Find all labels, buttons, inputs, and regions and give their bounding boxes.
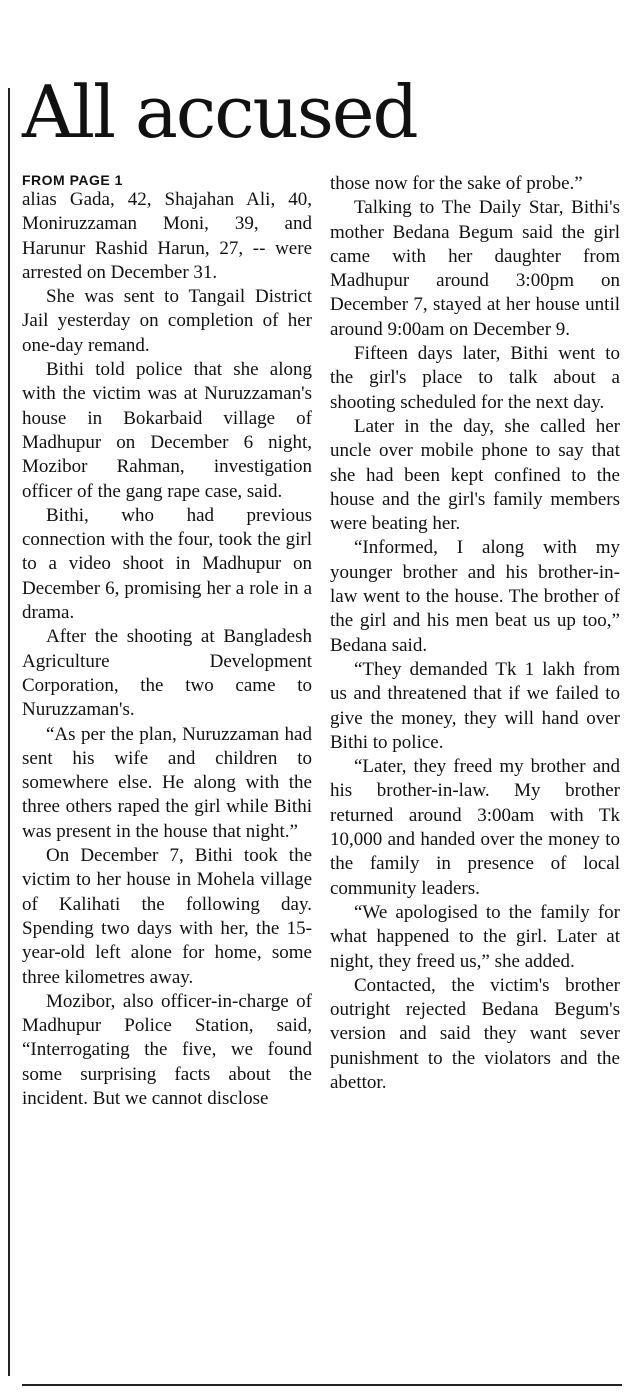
paragraph: “Later, they freed my brother and his brother-in-law. My brother returned around 3:00am with Tk 10,000 and handed over the money to the family in presence of local community leaders.: [330, 756, 620, 899]
paragraph: “Informed, I along with my younger brother and his brother-in-law went to the house. The brother of the girl and his men beat us up too,” Bedana said.: [330, 537, 620, 656]
paragraph: Later in the day, she called her uncle over mobile phone to say that she had been kept confined to the house and the girl's family members were beating her.: [330, 415, 620, 535]
headline: All accused: [22, 70, 417, 154]
paragraph: Contacted, the victim's brother outright rejected Bedana Begum's version and said they want sever punishment to the violators and the abettor.: [330, 974, 620, 1093]
paragraph: alias Gada, 42, Shajahan Ali, 40, Moniruzzaman Moni, 39, and Harunur Rashid Harun, 27, -- were arrested on December 31.: [22, 189, 312, 283]
left-column-rule: [8, 88, 10, 1376]
paragraph: “They demanded Tk 1 lakh from us and threatened that if we failed to give the money, they will hand over Bithi to police.: [330, 658, 620, 753]
paragraph: Fifteen days later, Bithi went to the girl's place to talk about a shooting scheduled for the next day.: [330, 343, 620, 413]
paragraph: Talking to The Daily Star, Bithi's mother Bedana Begum said the girl came with her daughter from Madhupur around 3:00pm on December 7, stayed at her house until around 9:00am on December 9.: [330, 197, 620, 340]
paragraph: Bithi, who had previous connection with the four, took the girl to a video shoot in Madhupur on December 6, promising her a role in a drama.: [22, 504, 312, 624]
paragraph: “We apologised to the family for what happened to the girl. Later at night, they freed us,” she added.: [330, 901, 620, 972]
paragraph: those now for the sake of probe.”: [330, 173, 583, 194]
kicker-from-page: FROM PAGE 1: [22, 172, 123, 188]
paragraph: She was sent to Tangail District Jail yesterday on completion of her one-day remand.: [22, 286, 312, 356]
paragraph: Mozibor, also officer-in-charge of Madhupur Police Station, said, “Interrogating the five, we found some surprising facts about the incident. But we cannot disclose: [22, 990, 312, 1109]
paragraph: On December 7, Bithi took the victim to her house in Mohela village of Kalihati the following day. Spending two days with her, the 15-year-old left alone for home, some three kilometres away.: [22, 845, 312, 988]
bottom-rule: [22, 1384, 622, 1386]
article-column-left: [22, 172, 312, 1111]
article-column-right: [330, 172, 620, 1095]
paragraph: “As per the plan, Nuruzzaman had sent his wife and children to somewhere else. He along with the three others raped the girl while Bithi was present in the house that night.”: [22, 723, 312, 842]
paragraph: Bithi told police that she along with the victim was at Nuruzzaman's house in Bokarbaid village of Madhupur on December 6 night, Mozibor Rahman, investigation officer of the gang rape case, said.: [22, 359, 312, 502]
paragraph: After the shooting at Bangladesh Agriculture Development Corporation, the two came to Nuruzzaman's.: [22, 626, 312, 721]
